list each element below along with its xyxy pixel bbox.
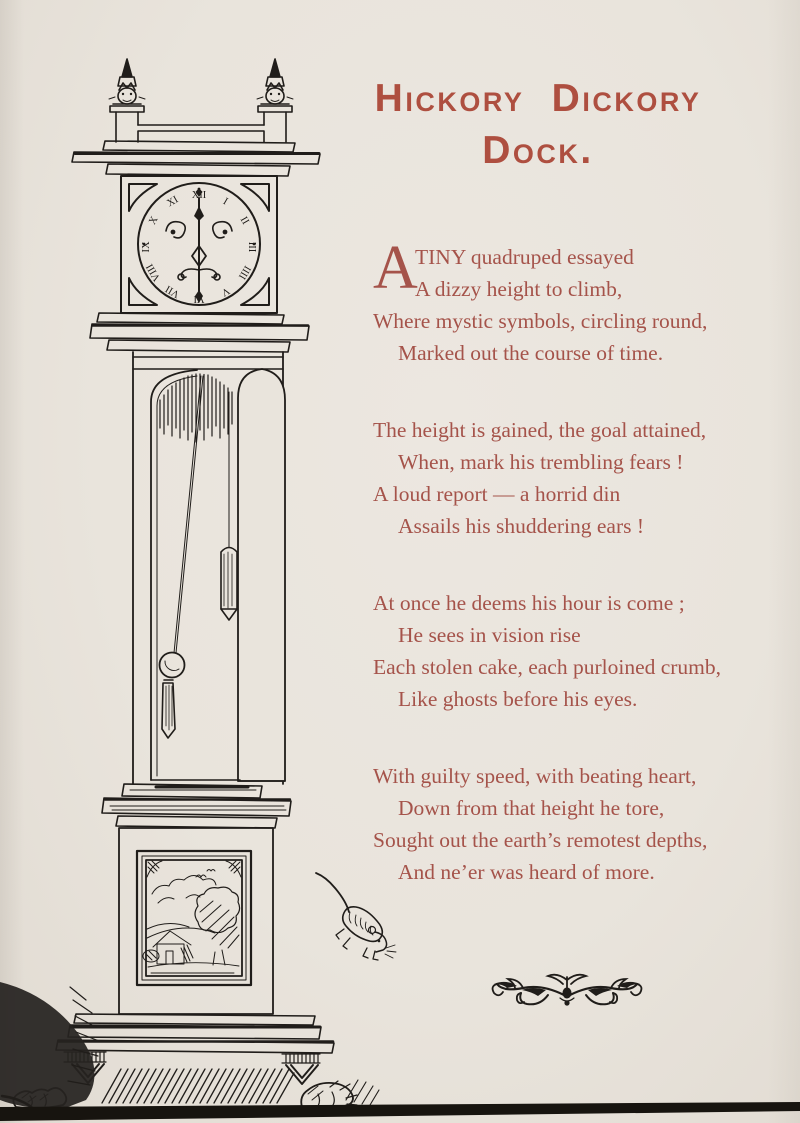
poem-text <box>373 234 797 933</box>
mouse-tail <box>316 873 349 912</box>
poem-line: Marked out the course of time. <box>398 341 664 365</box>
poem-line: TINY quadruped essayed <box>415 245 634 269</box>
poem-line: When, mark his trembling fears ! <box>398 450 684 474</box>
poem-line: Assails his shuddering ears ! <box>398 514 645 538</box>
poem-line: Where mystic symbols, circling round, <box>373 309 708 333</box>
poem-line: A loud report — a horrid din <box>373 482 621 506</box>
poem-line: With guilty speed, with beating heart, <box>373 764 697 788</box>
clock-numeral: II <box>237 214 251 227</box>
poem-line: At once he deems his hour is come ; <box>373 591 685 615</box>
poem-line: Like ghosts before his eyes. <box>398 687 638 711</box>
poem-line: A dizzy height to climb, <box>415 277 623 301</box>
base-top-moulding <box>102 784 291 828</box>
clock-numeral: XII <box>191 190 207 201</box>
poem-line: The height is gained, the goal attained, <box>373 418 707 442</box>
clock-numeral: IIII <box>235 263 253 282</box>
page-title <box>352 72 724 176</box>
poem-stanza-1 <box>373 234 797 369</box>
poem-line: Down from that height he tore, <box>398 796 665 820</box>
page-title-line2: Dock. <box>482 129 594 172</box>
poem-stanza-3 <box>373 587 797 715</box>
clock-numeral: III <box>246 241 257 253</box>
clock-cornice <box>72 141 320 176</box>
clock-base <box>119 828 273 1014</box>
clock-numeral: X <box>147 214 161 227</box>
tailpiece-flourish-ornament <box>486 970 648 1016</box>
clock-numeral: IX <box>141 241 152 253</box>
clock-numeral: V <box>219 284 232 298</box>
clock-door-open <box>238 369 285 781</box>
dial-eye-right <box>213 222 232 238</box>
clock-hands <box>178 188 220 303</box>
page-title-line1: Hickory Dickory <box>374 77 702 120</box>
clock-trunk <box>133 352 285 787</box>
poem-dropcap: A <box>373 234 418 302</box>
poem-line: And ne’er was heard of more. <box>398 860 655 884</box>
clock-numeral: VI <box>193 293 205 304</box>
clock-numeral: VII <box>163 282 182 300</box>
ground-shadow <box>0 982 379 1117</box>
poem-line: Each stolen cake, each purloined crumb, <box>373 655 722 679</box>
clock-numeral: VIII <box>144 261 164 283</box>
clock-numeral: I <box>220 196 230 208</box>
poem-stanza-2 <box>373 414 797 542</box>
clock-numeral: XI <box>165 194 181 210</box>
dial-eye-left <box>166 222 185 238</box>
finial-cat-right <box>257 59 293 112</box>
poem-stanza-4 <box>373 760 797 888</box>
landscape-panel-scene <box>143 861 241 973</box>
clock-head <box>121 176 277 313</box>
clock-crest-crossbar <box>116 112 286 142</box>
clock-neck-moulding <box>90 313 309 352</box>
finial-cat-left <box>109 59 145 112</box>
poem-line: He sees in vision rise <box>398 623 581 647</box>
poem-line: Sought out the earth’s remotest depths, <box>373 828 708 852</box>
